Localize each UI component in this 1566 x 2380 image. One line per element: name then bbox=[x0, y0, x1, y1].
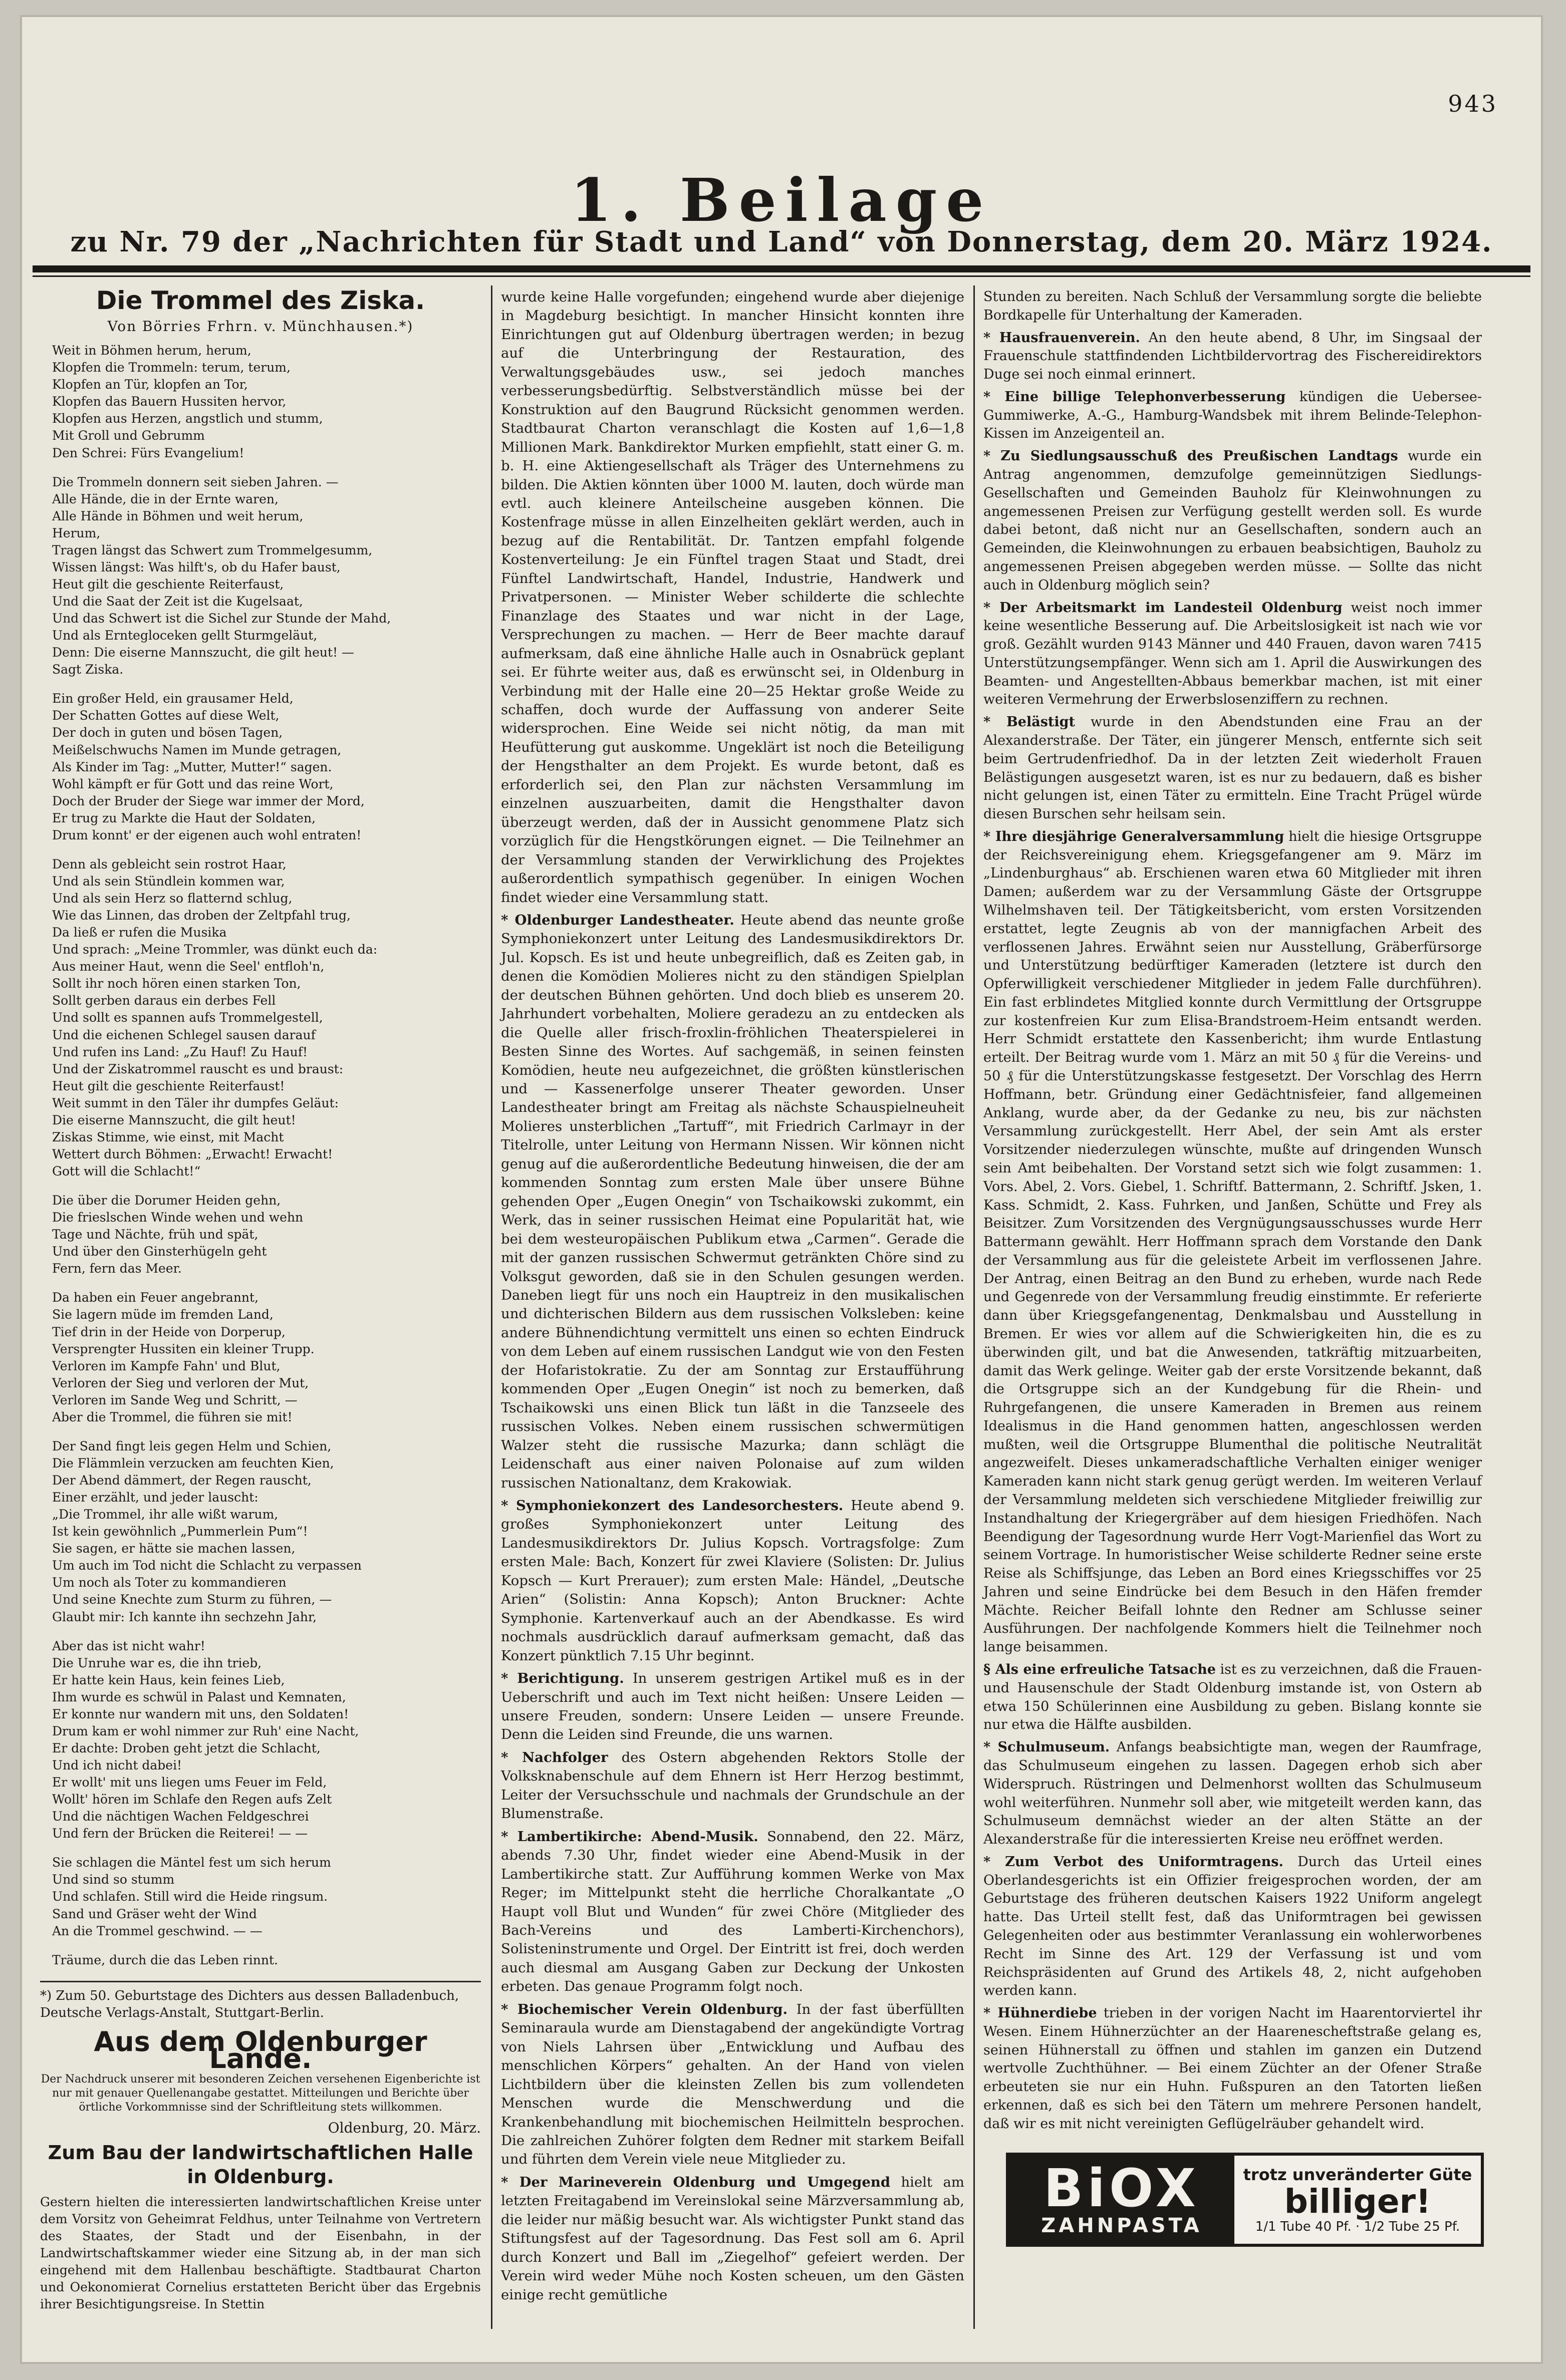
poem-line: Heut gilt die geschiente Reiterfaust, bbox=[52, 576, 284, 591]
poem-line: Klopfen an Tür, klopfen an Tor, bbox=[52, 377, 248, 392]
poem-line: Einer erzählt, und jeder lauscht: bbox=[52, 1490, 258, 1505]
ad-line-1: trotz unveränderter Güte bbox=[1243, 2165, 1472, 2184]
column-right bbox=[983, 288, 1482, 2138]
poem-line: Wie das Linnen, das droben der Zeltpfahl trug, bbox=[52, 908, 351, 923]
news-item bbox=[983, 1661, 1482, 1734]
news-item-text: kündigen die Uebersee-Gummiwerke, A.-G., Hamburg-Wandsbek mit ihrem Belinde-Telephon-Kissen im Anzeigenteil an. bbox=[983, 389, 1482, 442]
section-title: Aus dem Oldenburger Lande. bbox=[94, 2025, 427, 2074]
poem-stanza bbox=[52, 342, 481, 461]
poem-line: Und als sein Stündlein kommen war, bbox=[52, 873, 285, 888]
poem-line: Aber die Trommel, die führen sie mit! bbox=[52, 1409, 293, 1424]
poem-line: Tragen längst das Schwert zum Trommelgesumm, bbox=[52, 542, 373, 557]
news-item-head: * Hühnerdiebe bbox=[983, 2005, 1097, 2021]
news-item-head: * Berichtigung. bbox=[501, 1670, 624, 1687]
news-item-head: * Zum Verbot des Uniformtragens. bbox=[983, 1854, 1283, 1870]
poem-line: Ihm wurde es schwül in Palast und Kemnaten, bbox=[52, 1689, 346, 1704]
poem-line: Und fern der Brücken die Reiterei! — — bbox=[52, 1826, 308, 1841]
news-item-text: Durch das Urteil eines Oberlandesgerichts ist ein Offizier freigesprochen worden, der am Geburtstage des früheren deutschen Kaisers 1922 Uniform angelegt hatte. Das Urteil stellt fest, daß das Uniformtragen bei gewissen Gelegenheiten oder aus bestimmter Veranlassung ein wohlerworbenes Recht im Sinne des Art. 129 der Verfassung ist und vom Reichspräsidenten auf Grund des Artikels 48, 2, nicht aufgehoben werden kann. bbox=[983, 1854, 1482, 1999]
poem-line: Wollt' hören im Schlafe den Regen aufs Zelt bbox=[52, 1792, 332, 1807]
poem-line: Wohl kämpft er für Gott und das reine Wort, bbox=[52, 776, 334, 791]
poem-stanza bbox=[52, 1952, 481, 1969]
news-item-head: * Der Marineverein Oldenburg und Umgegend bbox=[501, 2174, 891, 2190]
poem-line: Sand und Gräser weht der Wind bbox=[52, 1906, 257, 1921]
news-item-text: Anfangs beabsichtigte man, wegen der Raumfrage, das Schulmuseum eingehen zu lassen. Dagegen erhob sich aber Widerspruch. Rüstringen und Delmenhorst wollten das Schulmuseum wohl weiterführen. Nunmehr soll aber, wie mitgeteilt werden kann, das Schulmuseum demnächst wieder an der alten Stätte an der Alexanderstraße für die interessierten Kreise neu eröffnet werden. bbox=[983, 1739, 1482, 1848]
poem-line: Die frieslschen Winde wehen und wehn bbox=[52, 1210, 304, 1225]
poem-stanza bbox=[52, 1854, 481, 1939]
poem-line: Und schlafen. Still wird die Heide ringsum. bbox=[52, 1889, 328, 1904]
poem-byline: Von Börries Frhrn. v. Münchhausen.*) bbox=[107, 318, 414, 335]
poem-line: Und sind so stumm bbox=[52, 1872, 175, 1887]
poem-line: Der Sand fingt leis gegen Helm und Schien, bbox=[52, 1438, 332, 1453]
poem-line: Um auch im Tod nicht die Schlacht zu verpassen bbox=[52, 1558, 362, 1573]
poem-body bbox=[40, 342, 481, 1969]
poem-line: Sie sagen, er hätte sie machen lassen, bbox=[52, 1541, 296, 1556]
news-item bbox=[983, 388, 1482, 443]
poem-stanza bbox=[52, 474, 481, 679]
news-item bbox=[983, 329, 1482, 384]
poem-line: Da haben ein Feuer angebrannt, bbox=[52, 1290, 259, 1305]
column-left bbox=[40, 288, 481, 2317]
news-item-head: * Hausfrauenverein. bbox=[983, 330, 1140, 346]
ad-brand-panel bbox=[1009, 2156, 1234, 2244]
poem-stanza bbox=[52, 856, 481, 1180]
poem-line: Alle Hände, die in der Ernte waren, bbox=[52, 491, 279, 506]
dateline: Oldenburg, 20. März. bbox=[328, 2119, 481, 2136]
poem-line: Sie schlagen die Mäntel fest um sich herum bbox=[52, 1855, 331, 1870]
poem-line: Und als Erntegloceken gellt Sturmgeläut, bbox=[52, 628, 318, 643]
poem-line: Und sollt es spannen aufs Trommelgestell, bbox=[52, 1010, 323, 1025]
poem-line: Mit Groll und Gebrumm bbox=[52, 428, 205, 443]
news-item-head: * Ihre diesjährige Generalversammlung bbox=[983, 828, 1284, 844]
ad-brand-name: BiOX bbox=[1043, 2158, 1200, 2219]
news-item-text: wurde keine Halle vorgefunden; eingehend wurde aber diejenige in Magdeburg besichtigt. In mancher Hinsicht konnten ihre Einrichtungen gut auf Oldenburg übertragen werden; in bezug auf die Unterbringung der Restauration, des Verwaltungsgebäudes usw., sei jedoch manches verbesserungsbedürftig. Selbstverständlich müsse bei der Konstruktion auf den Baugrund Rücksicht genommen werden. Stadtbaurat Charton veranschlagt die Kosten auf 1,6—1,8 Millionen Mark. Bankdirektor Murken empfiehlt, statt einer G. m. b. H. eine Aktiengesellschaft als Träger des Unternehmens zu bilden. Die Aktien könnten über 1000 M. lauten, doch würde man evtl. auch kleinere Anteilscheine ausgeben können. Die Kostenfrage müsse in allen Einzelheiten geklärt werden, auch in bezug auf die Rentabilität. Dr. Tantzen empfahl folgende Kostenverteilung: Je ein Fünftel tragen Staat und Stadt, drei Fünftel Landwirtschaft, Handel, Industrie, Handwerk und Privatpersonen. — Minister Weber schilderte die schlechte Finanzlage des Staates und war nicht in der Lage, Versprechungen zu machen. — Herr de Beer machte darauf aufmerksam, daß eine ähnliche Halle auch in Osnabrück geplant sei. Er führte weiter aus, daß es erwünscht sei, in Oldenburg in Verbindung mit der Halle eine 20—25 Hektar große Weide zu schaffen, doch wurde der Auffassung von anderer Seite widersprochen. Eine Weide sei nicht nötig, da man mit Heufütterung gut auskomme. Ungeklärt ist noch die Beteiligung der Hengsthalter an dem Projekt. Es wurde betont, daß es erforderlich sei, den Plan zur nächsten Versammlung im einzelnen auszuarbeiten, damit die Hengsthalter davon überzeugt werden, daß der in Aussicht genommene Platz sich vorzüglich für die Hengstkörungen eignet. — Die Teilnehmer an der Versammlung standen der Verwirklichung des Projektes außerordentlich sympathisch gegenüber. In einigen Wochen findet wieder eine Versammlung statt. bbox=[501, 289, 964, 906]
news-item-text: weist noch immer keine wesentliche Besserung auf. Die Arbeitslosigkeit ist nach wie vor groß. Gezählt wurden 9143 Männer und 440 Frauen, davon waren 7415 Unterstützungsempfänger. Wenn sich am 1. April die Auswirkungen des Beamten- und Angestellten-Abbaus bemerkbar machen, ist mit einer weiteren Vermehrung der Erwerbslosenziffern zu rechnen. bbox=[983, 600, 1482, 708]
article-text: Gestern hielten die interessierten landwirtschaftlichen Kreise unter dem Vorsitz von Geheimrat Feldhus, unter Teilnahme von Vertretern des Staates, der Stadt und der Eisenbahn, in der Landwirtschaftskammer wieder eine Sitzung ab, in der man sich eingehend mit dem Hallenbau beschäftigte. Stadtbaurat Charton und Oekonomierat Cornelius erstatteten Bericht über das Ergebnis ihrer Besichtigungsreise. In Stettin bbox=[40, 2194, 481, 2312]
news-item-text: des Ostern abgehenden Rektors Stolle der Volksknabenschule auf dem Ehnern ist Herr Herzog bestimmt, Leiter der Versuchsschule und nachmals der Grundschule an der Blumenstraße. bbox=[501, 1749, 964, 1822]
poem-line: Die eiserne Mannszucht, die gilt heut! bbox=[52, 1112, 296, 1127]
poem-line: Er konnte nur wandern mit uns, den Soldaten! bbox=[52, 1706, 349, 1721]
poem-line: Verloren der Sieg und verloren der Mut, bbox=[52, 1375, 309, 1390]
poem-stanza bbox=[52, 1438, 481, 1626]
news-item-text: In der fast überfüllten Seminaraula wurde am Dienstagabend der angekündigte Vortrag von Niels Lahrsen über „Entwicklung und Aufbau des menschlichen Körpers“ gehalten. An der Hand von vielen Lichtbildern über die kleinsten Zellen bis zum vollendeten Menschen wurde die Menschwerdung und die Krankenbehandlung mit biochemischen Heilmitteln besprochen. Die zahlreichen Zuhörer folgten dem Redner mit starkem Beifall und führten dem Verein viele neue Mitglieder zu. bbox=[501, 2001, 964, 2168]
news-item-text: wurde in den Abendstunden eine Frau an der Alexanderstraße. Der Täter, ein jüngerer Mensch, entfernte sich seit beim Gertrudenfriedhof. Da in der letzten Zeit wiederholt Frauen Belästigungen ausgesetzt waren, ist es nur zu bedauern, daß es bisher nicht gelungen ist, einen Täter zu ermitteln. Eine Tracht Prügel würde diesen Burschen sehr heilsam sein. bbox=[983, 714, 1482, 822]
poem-line: Er dachte: Droben geht jetzt die Schlacht, bbox=[52, 1740, 321, 1755]
poem-line: Den Schrei: Fürs Evangelium! bbox=[52, 445, 244, 460]
news-item bbox=[983, 288, 1482, 325]
news-item-head: * Eine billige Telephonverbesserung bbox=[983, 389, 1286, 405]
poem-line: Heut gilt die geschiente Reiterfaust! bbox=[52, 1078, 285, 1093]
page-number: 943 bbox=[1448, 90, 1498, 117]
column-middle bbox=[501, 288, 964, 2308]
news-item bbox=[501, 911, 964, 1493]
poem-line: Und über den Ginsterhügeln geht bbox=[52, 1244, 267, 1259]
poem-line: Und die Saat der Zeit ist die Kugelsaat, bbox=[52, 594, 303, 609]
footnote: *) Zum 50. Geburtstage des Dichters aus dessen Balladenbuch, Deutsche Verlags-Anstalt, Stuttgart-Berlin. bbox=[40, 1981, 481, 2021]
poem-line: Und seine Knechte zum Sturm zu führen, — bbox=[52, 1592, 332, 1607]
poem-line: An die Trommel geschwind. — — bbox=[52, 1923, 263, 1938]
news-item bbox=[983, 828, 1482, 1657]
poem-line: Und das Schwert ist die Sichel zur Stunde der Mahd, bbox=[52, 611, 391, 626]
poem-line: Doch der Bruder der Siege war immer der Mord, bbox=[52, 793, 365, 808]
poem-line: Tage und Nächte, früh und spät, bbox=[52, 1227, 258, 1242]
poem-line: Aber das ist nicht wahr! bbox=[52, 1638, 205, 1653]
news-item bbox=[501, 2000, 964, 2169]
news-item-text: Heute abend das neunte große Symphoniekonzert unter Leitung des Landesmusikdirektors Dr. Jul. Kopsch. Es ist und heute unbegreiflich, daß es Zeiten gab, in denen die Komödien Molieres nicht zu den ständigen Spielplan der deutschen Bühnen gehörten. Und doch blieb es unserem 20. Jahrhundert vorbehalten, Moliere geradezu an zu entdecken als die Quelle aller frisch-froxlin-fröhlichen Theaterspielerei in Besten Sinne des Wortes. Auf sachgemäß, in seinen feinsten Komödien, heute neu aufgezeichnet, die größten künstlerischen und — Kassenerfolge unserer Theater geworden. Unser Landestheater bringt am Freitag als nächste Schauspielneuheit Molieres unsterblichen „Tartuff“, mit Friedrich Carlmayr in der Titelrolle, unter Leitung von Hermann Nissen. Wir können nicht genug auf die außerordentliche Bedeutung hinweisen, die der am kommenden Sonntag zum ersten Male über unsere Bühne gehenden Oper „Eugen Onegin“ von Tschaikowski zukommt, ein Werk, das in seiner russischen Heimat eine Popularität hat, wie bei dem westeuropäischen Publikum etwa „Carmen“. Gerade die mit der ganzen russischen Schwermut getränkten Chöre sind zu Volksgut geworden, daß sie in den Schulen gesungen werden. Daneben liegt für uns noch ein Hauptreiz in den musikalischen und dichterischen Bildern aus dem russischen Volksleben: keine andere Bühnendichtung vermittelt uns einen so echten Eindruck von dem Leben auf einem russischen Landgut wie von den Festen der Hofaristokratie. Zu der am Sonntag zur Erstaufführung kommenden Oper „Eugen Onegin“ ist noch zu bemerken, daß Tschaikowski uns einen Blick tun läßt in die Tanzseele des russischen Volkes. Neben einem russischen schwermütigen Walzer steht die russische Mazurka; dann schlägt die Leidenschaft aus einer naiven Polonaise auf zum wilden russischen Nationaltanz, dem Krakowiak. bbox=[501, 912, 964, 1491]
news-item bbox=[501, 288, 964, 907]
poem-line: Wissen längst: Was hilft's, ob du Hafer baust, bbox=[52, 559, 341, 574]
poem-line: Klopfen das Bauern Hussiten hervor, bbox=[52, 394, 287, 409]
poem-line: Als Kinder im Tag: „Mutter, Mutter!“ sagen. bbox=[52, 759, 332, 774]
poem-line: Und sprach: „Meine Trommler, was dünkt euch da: bbox=[52, 942, 378, 957]
poem-line: Und der Ziskatrommel rauscht es und braust: bbox=[52, 1061, 344, 1076]
section-notice: Der Nachdruck unserer mit besonderen Zeichen versehenen Eigenberichte ist nur mit genauer Quellenangabe gestattet. Mitteilungen und Berichte über örtliche Vorkommnisse sind der Schriftleitung stets willkommen. bbox=[41, 2072, 480, 2114]
news-item bbox=[501, 1669, 964, 1744]
poem-line: Sollt ihr noch hören einen starken Ton, bbox=[52, 976, 301, 991]
poem-line: Meißelschwuchs Namen im Munde getragen, bbox=[52, 742, 342, 757]
news-item bbox=[983, 599, 1482, 710]
poem-line: Und als sein Herz so flatternd schlug, bbox=[52, 891, 293, 906]
column-divider bbox=[973, 285, 975, 2329]
news-item-text: An den heute abend, 8 Uhr, im Singsaal der Frauenschule stattfindenden Lichtbildervortrag des Fischereidirektors Duge sei noch einmal erinnert. bbox=[983, 330, 1482, 383]
poem-stanza bbox=[52, 1289, 481, 1426]
poem-line: Die Unruhe war es, die ihn trieb, bbox=[52, 1655, 262, 1670]
news-item-text: Heute abend 9. großes Symphoniekonzert unter Leitung des Landesmusikdirektors Dr. Julius Kopsch. Vortragsfolge: Zum ersten Male: Bach, Konzert für zwei Klaviere (Solisten: Dr. Julius Kopsch — Kurt Prerauer); zum ersten Male: Händel, „Deutsche Arien“ (Solistin: Anna Kopsch); Anton Bruckner: Achte Symphonie. Kartenverkauf auch an der Abendkasse. Es wird nochmals ausdrücklich darauf aufmerksam gemacht, daß das Konzert pünktlich 7.15 Uhr beginnt. bbox=[501, 1498, 964, 1664]
ad-product: ZAHNPASTA bbox=[1041, 2214, 1202, 2237]
poem-line: Um noch als Toter zu kommandieren bbox=[52, 1575, 287, 1590]
poem-line: Sollt gerben daraus ein derbes Fell bbox=[52, 993, 276, 1008]
poem-line: Da ließ er rufen die Musika bbox=[52, 925, 227, 940]
news-item bbox=[983, 2004, 1482, 2133]
poem-line: Die Flämmlein verzucken am feuchten Kien, bbox=[52, 1455, 334, 1470]
poem-line: Verloren im Kampfe Fahn' und Blut, bbox=[52, 1358, 281, 1373]
poem-stanza bbox=[52, 1192, 481, 1277]
issue-line: zu Nr. 79 der „Nachrichten für Stadt und Land“ von Donnerstag, dem 20. März 1924. bbox=[70, 225, 1493, 258]
news-item-text: Stunden zu bereiten. Nach Schluß der Versammlung sorgte die beliebte Bordkapelle für Unterhaltung der Kameraden. bbox=[983, 289, 1482, 323]
news-item-text: trieben in der vorigen Nacht im Haarentorviertel ihr Wesen. Einem Hühnerzüchter an der Haarenescheftstraße gelang es, seinen Hühnerstall zu öffnen und stahlen im ganzen ein Dutzend wertvolle Zuchthühner. — Bei einem Züchter an der Ofener Straße erbeuteten sie nur ein Huhn. Fußspuren an den Tatorten ließen erkennen, daß es sich bei den Tätern um mehrere Personen handelt, daß wir es mit nicht vereinigten Geflügelräuber gehandelt wird. bbox=[983, 2005, 1482, 2132]
news-item-head: * Zu Siedlungsausschuß des Preußischen Landtags bbox=[983, 448, 1398, 464]
poem-line: Weit summt in den Täler ihr dumpfes Geläut: bbox=[52, 1095, 339, 1110]
poem-line: Klopfen die Trommeln: terum, terum, bbox=[52, 360, 291, 375]
poem-line: Fern, fern das Meer. bbox=[52, 1261, 182, 1276]
news-item bbox=[501, 1828, 964, 1996]
ad-line-2: billiger! bbox=[1284, 2182, 1431, 2221]
poem-line: Die über die Dorumer Heiden gehn, bbox=[52, 1193, 281, 1208]
poem-line: Ziskas Stimme, wie einst, mit Macht bbox=[52, 1129, 284, 1144]
news-item-text: hielt am letzten Freitagabend im Vereinslokal seine Märzversammlung ab, die leider nur mäßig besucht war. Als wichtigster Punkt stand das Stiftungsfest auf der Tagesordnung. Das Fest soll am 6. April durch Konzert und Ball im „Ziegelhof“ gefeiert werden. Der Verein wird weder Mühe noch Kosten scheuen, um den Gästen einige recht gemütliche bbox=[501, 2174, 964, 2303]
poem-line: Der Schatten Gottes auf diese Welt, bbox=[52, 708, 280, 723]
news-item bbox=[983, 447, 1482, 594]
poem-line: „Die Trommel, ihr alle wißt warum, bbox=[52, 1507, 279, 1522]
poem-line: Denn: Die eiserne Mannszucht, die gilt heut! — bbox=[52, 645, 355, 660]
biox-advertisement bbox=[1006, 2153, 1484, 2247]
poem-line: Er trug zu Markte die Haut der Soldaten, bbox=[52, 810, 316, 825]
news-item-text: ist es zu verzeichnen, daß die Frauen- und Hausenschule der Stadt Oldenburg imstande ist, von Ostern ab etwa 150 Schülerinnen eine Ausbildung zu geben. Bislang konnte sie nur etwa die Hälfte ausbilden. bbox=[983, 1662, 1482, 1733]
poem-stanza bbox=[52, 1638, 481, 1843]
ad-text-panel bbox=[1234, 2156, 1481, 2244]
poem-line: Der Abend dämmert, der Regen rauscht, bbox=[52, 1473, 312, 1488]
news-item bbox=[983, 1853, 1482, 2000]
article-title: Zum Bau der landwirtschaftlichen Halle in Oldenburg. bbox=[48, 2141, 473, 2188]
news-item-text: Sonnabend, den 22. März, abends 7.30 Uhr, findet wieder eine Abend-Musik in der Lambertikirche statt. Zur Aufführung kommen Werke von Max Reger; im Mittelpunkt steht die herrliche Choralkantate „O Haupt voll Blut und Wunden“ für zwei Chöre (Mitglieder des Bach-Vereins und des Lamberti-Kirchenchors), Solisteninstrumente und Orgel. Der Eintritt ist frei, doch werden auch diesmal am Ausgang Gaben zur Deckung der Unkosten erbeten. Das genaue Programm folgt noch. bbox=[501, 1828, 964, 1995]
news-item-head: * Lambertikirche: Abend-Musik. bbox=[501, 1828, 758, 1845]
news-item-text: In unserem gestrigen Artikel muß es in der Ueberschrift und auch im Text nicht heißen: Unsere Leiden — unsere Freuden, sondern: Unsere Leiden — unsere Freunde. Denn die Leiden sind Freunde, die uns warnen. bbox=[501, 1670, 964, 1743]
poem-line: Verloren im Sande Weg und Schritt, — bbox=[52, 1392, 298, 1407]
news-item-head: * Nachfolger bbox=[501, 1749, 608, 1765]
news-item bbox=[983, 1738, 1482, 1849]
news-item bbox=[501, 2173, 964, 2304]
poem-line: Drum kam er wohl nimmer zur Ruh' eine Nacht, bbox=[52, 1723, 359, 1738]
poem-line: Und die nächtigen Wachen Feldgeschrei bbox=[52, 1809, 309, 1824]
poem-line: Drum konnt' er der eigenen auch wohl entraten! bbox=[52, 827, 362, 842]
poem-line: Denn als gebleicht sein rostrot Haar, bbox=[52, 856, 287, 871]
newspaper-page bbox=[20, 15, 1543, 2364]
poem-line: Und rufen ins Land: „Zu Hauf! Zu Hauf! bbox=[52, 1044, 308, 1059]
news-item-head: * Der Arbeitsmarkt im Landesteil Oldenburg bbox=[983, 600, 1343, 616]
poem-line: Und ich nicht dabei! bbox=[52, 1758, 182, 1772]
news-item-text: hielt die hiesige Ortsgruppe der Reichsvereinigung ehem. Kriegsgefangener am 9. März im „Lindenburghaus“ ab. Erschienen waren etwa 60 Mitglieder mit ihren Damen; außerdem war zu der Versammlung Gäste der Ortsgruppe Wilhelmshaven teil. Der Tätigkeitsbericht, vom ersten Vorsitzenden erstattet, legte Zeugnis ab von der mannigfachen Arbeit des verflossenen Jahres. Erwähnt seien nur Ausstellung, Gräberfürsorge und Unterstützung bedürftiger Kameraden (letztere ist durch den Opferwilligkeit verschiedener Mitglieder in jedem Falle durchführen). Ein fast erblindetes Mitglied konnte durch Vermittlung der Ortsgruppe zur kostenfreien Kur zum Elisa-Brandstroem-Heim entsandt werden. Herr Schmidt erstattete den Kassenbericht; ihm wurde Entlastung erteilt. Der Beitrag wurde vom 1. März an mit 50 ₰ für die Vereins- und 50 ₰ für die Unterstützungskasse festgesetzt. Der Vorschlag des Herrn Hoffmann, betr. Gründung einer Gedächtnisfeier, fand allgemeinen Anklang, wurde aber, da der Gedanke zu neu, bis zur nächsten Versammlung zurückgestellt. Herr Abel, der sein Amt als erster Vorsitzender niederzulegen wünschte, mußte auf dringenden Wunsch sein Amt beibehalten. Der Vorstand setzt sich wie folgt zusammen: 1. Vors. Abel, 2. Vors. Giebel, 1. Schriftf. Battermann, 2. Schriftf. Jsken, 1. Kass. Schmidt, 2. Kass. Fuhrken, und Janßen, Schütte und Frey als Beisitzer. Zum Vorsitzenden des Vergnügungsausschusses wurde Herr Battermann gewählt. Herr Hoffmann sprach dem Vorstande den Dank der Versammlung aus für die geleistete Arbeit im verflossenen Jahre. Der Antrag, einen Beitrag an den Bund zu erheben, wurde nach Rede und Gegenrede von der Versammlung freudig einstimmte. Er referierte dann über Kriegsgefangenentag, Denkmalsbau und Ausstellung in Bremen. Er wies vor allem auf die Schwierigkeiten hin, die es zu überwinden gilt, und bat die Anwesenden, tatkräftig mitzuarbeiten, damit das Werk gelinge. Weiter gab der erste Vorsitzende bekannt, daß die Ortsgruppe sich an der Kundgebung für die Rhein- und Ruhrgefangenen, die unsere Kameraden in Bremen aus reinem Idealismus in die Hand genommen hatten, angeschlossen werden mußten, weil die Ortsgruppe Blumenthal die politische Neutralität angezweifelt. Dieses unkameradschaftliche Verhalten einiger weniger Kameraden kann nicht stark genug gerügt werden. Im weiteren Verlauf der Versammlung meldeten sich verschiedene Mitglieder freiwillig zur Instandhaltung der Kriegergräber auf dem hiesigen Friedhöfen. Nach Beendigung der Tagesordnung wurde Herr Vogt-Marienfiel das Wort zu seinem Vortrage. In humoristischer Weise schilderte Redner seine erste Reise als Schiffsjunge, das Leben an Bord eines Kriegsschiffes vor 25 Jahren und seine Eindrücke bei dem Besuch in den Häfen fremder Mächte. Reicher Beifall lohnte den Redner am Schlusse seiner Ausführungen. Der nachfolgende Kommers hielt die Teilnehmer noch lange beisammen. bbox=[983, 828, 1482, 1655]
news-item bbox=[501, 1748, 964, 1824]
poem-line: Herum, bbox=[52, 525, 101, 540]
poem-line: Sie lagern müde im fremden Land, bbox=[52, 1307, 274, 1322]
poem-line: Weit in Böhmen herum, herum, bbox=[52, 343, 251, 358]
poem-line: Alle Hände in Böhmen und weit herum, bbox=[52, 508, 304, 523]
poem-line: Tief drin in der Heide von Dorperup, bbox=[52, 1324, 286, 1339]
news-item bbox=[983, 713, 1482, 824]
header-rule-thin bbox=[33, 275, 1530, 277]
news-item-head: * Symphoniekonzert des Landesorchesters. bbox=[501, 1498, 844, 1514]
poem-line: Versprengter Hussiten ein kleiner Trupp. bbox=[52, 1341, 315, 1356]
news-item bbox=[501, 1497, 964, 1665]
masthead: 1. Beilage bbox=[570, 165, 993, 235]
ad-line-3: 1/1 Tube 40 Pf. · 1/2 Tube 25 Pf. bbox=[1255, 2219, 1460, 2234]
poem-line: Klopfen aus Herzen, angstlich und stumm, bbox=[52, 411, 323, 426]
news-item-head: * Biochemischer Verein Oldenburg. bbox=[501, 2001, 788, 2017]
poem-line: Gott will die Schlacht!“ bbox=[52, 1164, 201, 1178]
poem-line: Wettert durch Böhmen: „Erwacht! Erwacht! bbox=[52, 1146, 333, 1161]
header-rule bbox=[33, 265, 1530, 272]
poem-line: Träume, durch die das Leben rinnt. bbox=[52, 1952, 278, 1967]
poem-line: Ein großer Held, ein grausamer Held, bbox=[52, 691, 294, 706]
poem-title: Die Trommel des Ziska. bbox=[96, 286, 425, 315]
poem-stanza bbox=[52, 690, 481, 844]
poem-line: Der doch in guten und bösen Tagen, bbox=[52, 725, 283, 740]
poem-line: Aus meiner Haut, wenn die Seel' entfloh'n, bbox=[52, 959, 325, 974]
column-divider bbox=[491, 285, 492, 2329]
news-item-head: * Belästigt bbox=[983, 714, 1076, 730]
poem-line: Er wollt' mit uns liegen ums Feuer im Feld, bbox=[52, 1775, 327, 1790]
poem-line: Glaubt mir: Ich kannte ihn sechzehn Jahr, bbox=[52, 1609, 317, 1624]
news-item-head: * Schulmuseum. bbox=[983, 1739, 1110, 1755]
poem-line: Und die eichenen Schlegel sausen darauf bbox=[52, 1027, 316, 1042]
poem-line: Ist kein gewöhnlich „Pummerlein Pum“! bbox=[52, 1524, 308, 1539]
news-item-head: § Als eine erfreuliche Tatsache bbox=[983, 1662, 1216, 1678]
poem-line: Sagt Ziska. bbox=[52, 662, 124, 677]
news-item-text: wurde ein Antrag angenommen, demzufolge gemeinnützigen Siedlungs-Gesellschaften und Gemeinden Bauholz für Kleinwohnungen zu angemessenen Preisen zur Verfügung gestellt werden soll. Es wurde dabei betont, daß nicht nur an Gesellschaften, sondern auch an Gemeinden, die Kleinwohnungen zu erbauen beabsichtigen, Bauholz zu angemessenen Preisen abgegeben werden müsse. — Sollte das nicht auch in Oldenburg möglich sein? bbox=[983, 448, 1482, 593]
poem-line: Die Trommeln donnern seit sieben Jahren. — bbox=[52, 474, 339, 489]
poem-line: Er hatte kein Haus, kein feines Lieb, bbox=[52, 1672, 285, 1687]
news-item-head: * Oldenburger Landestheater. bbox=[501, 912, 734, 928]
